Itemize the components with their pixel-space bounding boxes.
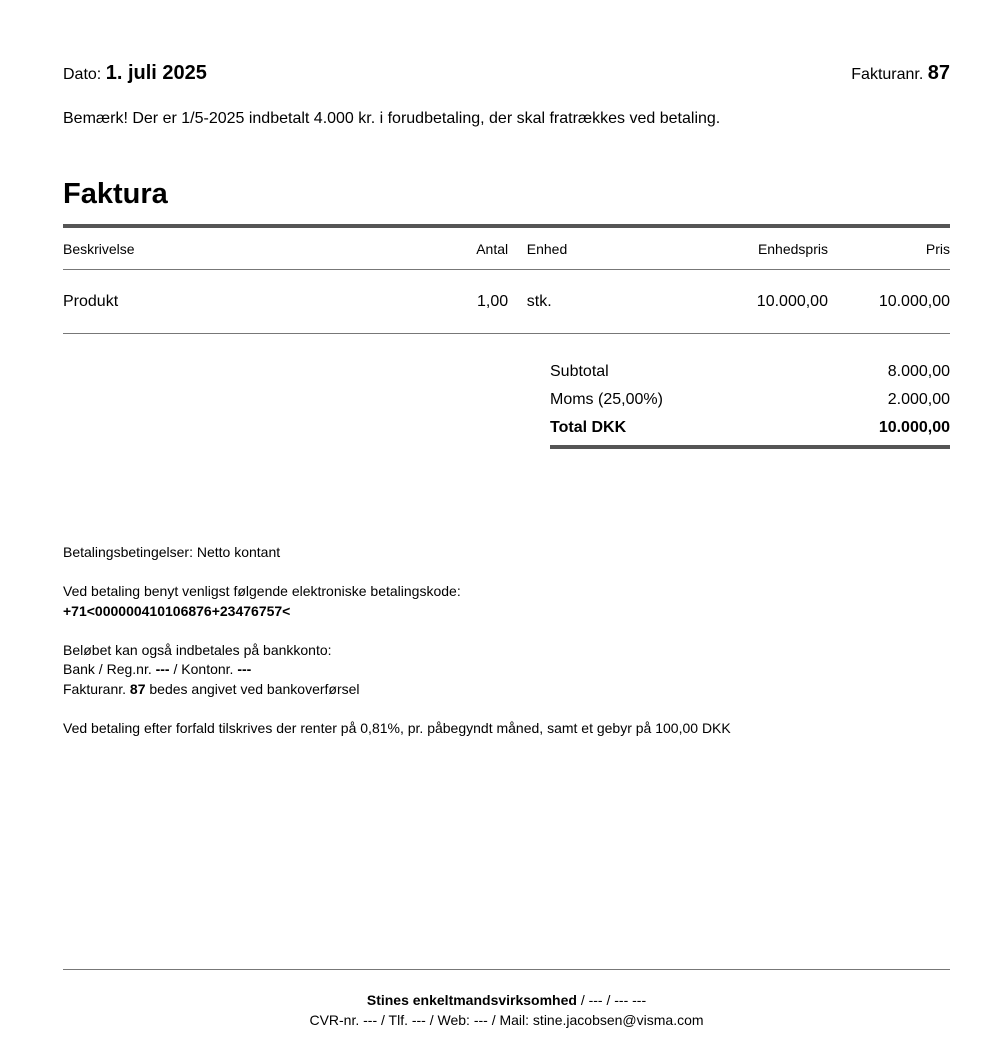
invoice-ref-suffix: bedes angivet ved bankoverførsel [149,680,360,697]
bank-details [63,660,731,680]
vat-row [550,386,950,414]
table-row [63,270,950,334]
subtotal-label: Subtotal [550,363,609,380]
vat-label: Moms (25,00%) [550,391,663,408]
total-row [550,414,950,442]
column-spacer [508,228,527,270]
invoice-number-value: 87 [927,62,950,84]
payment-terms-text: Betalingsbetingelser: Netto kontant [63,544,281,560]
footer [63,990,950,1030]
invoice-reference [63,680,731,700]
subtotal-row [550,358,950,386]
row-unit-price: 10.000,00 [714,270,828,334]
page-title: Faktura [63,178,168,210]
invoice-page [63,0,950,1046]
date-label: Dato: [63,66,102,83]
column-header-description: Beskrivelse [63,228,476,270]
footer-contact-line: CVR-nr. --- / Tlf. --- / Web: --- / Mail: stine.jacobsen@visma.com [309,1012,704,1028]
invoice-header [63,62,950,90]
total-value: 10.000,00 [878,419,950,436]
invoice-number [851,62,950,85]
account-number: --- [237,661,252,677]
account-label: / Kontonr. [173,661,234,677]
payment-terms [63,543,731,738]
bank-intro: Beløbet kan også indbetales på bankkonto: [63,641,332,658]
row-quantity: 1,00 [476,270,508,334]
invoice-ref-number: 87 [129,680,146,697]
subtotal-value: 8.000,00 [887,363,950,380]
invoice-ref-label: Fakturanr. [63,680,127,697]
footer-divider [63,969,950,970]
column-header-quantity: Antal [476,228,508,270]
company-name: Stines enkeltmandsvirksomhed [366,992,577,1008]
bank-reg-number: --- [155,661,170,677]
column-header-unit: Enhed [527,228,714,270]
row-unit: stk. [527,270,714,334]
row-description: Produkt [63,270,476,334]
payment-code: +71<000000410106876+23476757< [63,602,291,619]
table-header-row [63,228,950,270]
company-details: / --- / --- --- [576,992,647,1008]
prepayment-note: Bemærk! Der er 1/5-2025 indbetalt 4.000 kr. i forudbetaling, der skal fratrækkes ved betaling. [63,110,721,127]
column-header-price: Pris [828,228,950,270]
spacer [63,699,731,719]
totals-block [550,358,950,449]
row-spacer [508,270,527,334]
row-price: 10.000,00 [828,270,950,334]
line-items-table [63,228,950,334]
late-fee-text: Ved betaling efter forfald tilskrives der renter på 0,81%, pr. påbegyndt måned, samt et gebyr på 100,00 DKK [63,719,731,736]
bank-label: Bank / Reg.nr. [63,661,152,677]
invoice-date [63,62,207,85]
footer-company-line [63,990,950,1010]
column-header-unit-price: Enhedspris [714,228,828,270]
invoice-number-label: Fakturanr. [851,66,924,83]
totals-divider [550,445,950,449]
total-label: Total DKK [550,419,627,436]
spacer [63,563,731,583]
spacer [63,621,731,641]
payment-code-intro: Ved betaling benyt venligst følgende elektroniske betalingskode: [63,583,461,599]
date-value: 1. juli 2025 [105,62,207,84]
vat-value: 2.000,00 [887,391,950,408]
